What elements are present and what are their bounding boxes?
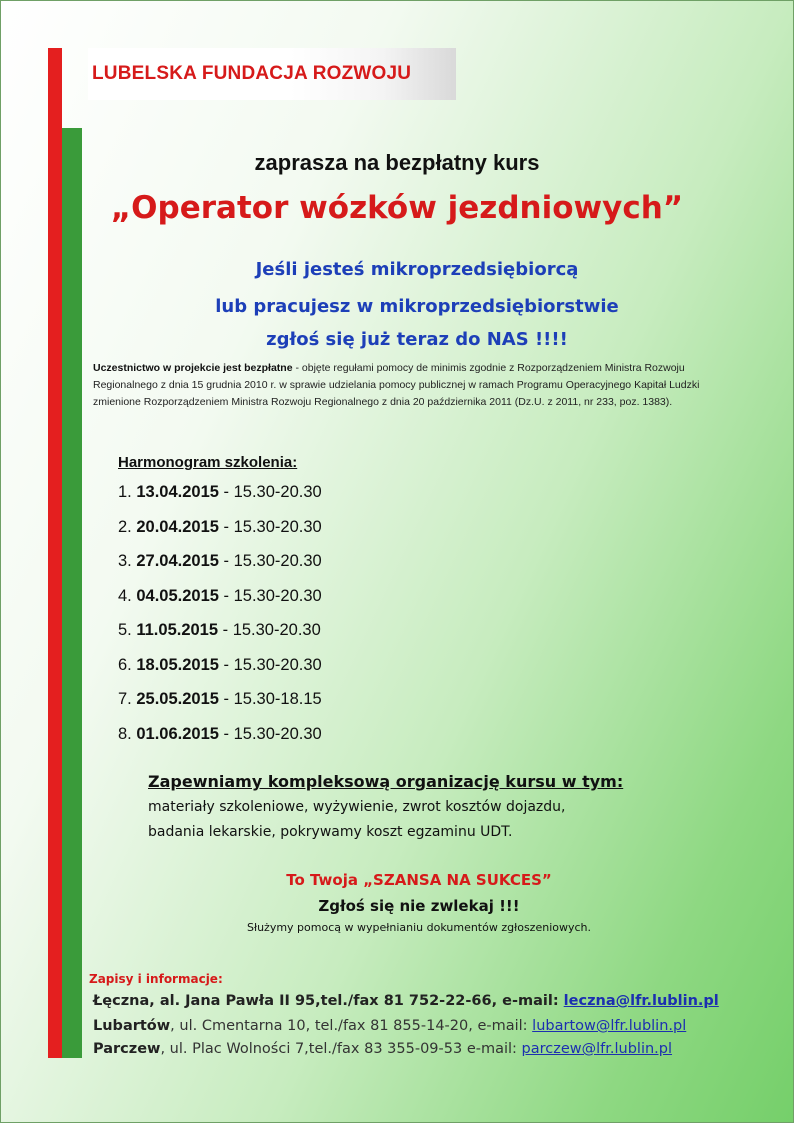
schedule-item-hours: - 15.30-18.15	[218, 690, 322, 708]
schedule-item-hours: - 15.30-20.30	[218, 621, 321, 639]
schedule-item-number: 2.	[118, 517, 132, 536]
contact-email-link[interactable]: lubartow@lfr.lublin.pl	[532, 1018, 687, 1034]
legal-notice-bold: Uczestnictwo w projekcie jest bezpłatne	[93, 362, 293, 374]
schedule-item	[118, 483, 322, 518]
schedule-item-hours: - 15.30-20.30	[218, 586, 322, 605]
contact-city: Łęczna	[93, 993, 150, 1009]
organization-name: LUBELSKA FUNDACJA ROZWOJU	[92, 63, 412, 84]
schedule-item	[118, 725, 322, 760]
schedule-item-number: 7.	[118, 690, 132, 708]
schedule-item	[118, 518, 322, 553]
schedule-list	[118, 483, 322, 759]
legal-notice	[93, 360, 705, 411]
schedule-item-date: 11.05.2015	[136, 621, 219, 639]
schedule-item-date: 13.04.2015	[136, 483, 219, 501]
schedule-item-number: 4.	[118, 586, 132, 605]
schedule-item	[118, 690, 322, 725]
organization-info-line-1: materiały szkoleniowe, wyżywienie, zwrot kosztów dojazdu,	[148, 799, 566, 815]
schedule-item-date: 27.04.2015	[136, 552, 219, 570]
schedule-item-number: 1.	[118, 483, 132, 501]
schedule-title: Harmonogram szkolenia:	[118, 454, 298, 471]
legal-notice-text: - objęte regułami pomocy de minimis zgodnie z Rozporządzeniem Ministra Rozwoju Regionalnego z dnia 15 grudnia 2010 r. w sprawie udzielania pomocy publicznej w ramach Programu Operacyjnego Kapitał Ludzki zmienione Rozporządzeniem Ministra Rozwoju Regionalnego z dnia 20 października 2011 (Dz.U. z 2011, nr 233, poz. 1383).	[93, 362, 700, 408]
contact-city: Lubartów	[93, 1018, 171, 1034]
contact-line-leczna	[93, 993, 719, 1009]
schedule-item-date: 25.05.2015	[136, 690, 219, 708]
schedule-item-date: 20.04.2015	[136, 517, 219, 536]
course-title: „Operator wózków jezdniowych”	[110, 190, 684, 226]
schedule-item-hours: - 15.30-20.30	[218, 483, 322, 501]
contact-city: Parczew	[93, 1041, 161, 1057]
schedule-item-hours: - 15.30-20.30	[218, 552, 322, 570]
schedule-item-number: 8.	[118, 724, 132, 743]
contacts-title: Zapisy i informacje:	[89, 972, 223, 986]
schedule-item-date: 01.06.2015	[136, 724, 219, 743]
header-banner	[88, 48, 456, 100]
contact-email-link[interactable]: leczna@lfr.lublin.pl	[563, 993, 719, 1009]
chance-slogan: To Twoja „SZANSA NA SUKCES”	[286, 871, 552, 889]
invite-line: zaprasza na bezpłatny kurs	[254, 150, 540, 175]
schedule-item-hours: - 15.30-20.30	[218, 655, 322, 674]
contact-details: , ul. Plac Wolności 7,tel./fax 83 355-09-53 e-mail:	[160, 1041, 522, 1057]
schedule-item	[118, 587, 322, 622]
organization-info-title: Zapewniamy kompleksową organizację kursu w tym:	[148, 772, 624, 791]
schedule-item-hours: - 15.30-20.30	[218, 517, 322, 536]
help-note: Służymy pomocą w wypełnianiu dokumentów zgłoszeniowych.	[246, 921, 592, 934]
contact-email-link[interactable]: parczew@lfr.lublin.pl	[521, 1041, 673, 1057]
target-line-1: Jeśli jesteś mikroprzedsiębiorcą	[255, 259, 579, 280]
schedule-item-number: 5.	[118, 621, 132, 639]
schedule-item	[118, 621, 322, 656]
schedule-item	[118, 656, 322, 691]
apply-call: Zgłoś się nie zwlekaj !!!	[318, 897, 520, 915]
schedule-item-hours: - 15.30-20.30	[218, 724, 322, 743]
contact-line-lubartow	[93, 1018, 686, 1034]
schedule-item	[118, 552, 322, 587]
schedule-item-date: 18.05.2015	[136, 655, 219, 674]
contact-details: , ul. Cmentarna 10, tel./fax 81 855-14-20, e-mail:	[170, 1018, 533, 1034]
schedule-item-date: 04.05.2015	[136, 586, 219, 605]
target-line-3: zgłoś się już teraz do NAS !!!!	[266, 329, 568, 350]
target-line-2: lub pracujesz w mikroprzedsiębiorstwie	[215, 296, 619, 317]
organization-info-line-2: badania lekarskie, pokrywamy koszt egzaminu UDT.	[148, 824, 513, 840]
schedule-item-number: 6.	[118, 655, 132, 674]
contact-line-parczew	[93, 1041, 672, 1057]
contact-details: , al. Jana Pawła II 95,tel./fax 81 752-22-66, e-mail:	[149, 993, 564, 1009]
schedule-item-number: 3.	[118, 552, 132, 570]
